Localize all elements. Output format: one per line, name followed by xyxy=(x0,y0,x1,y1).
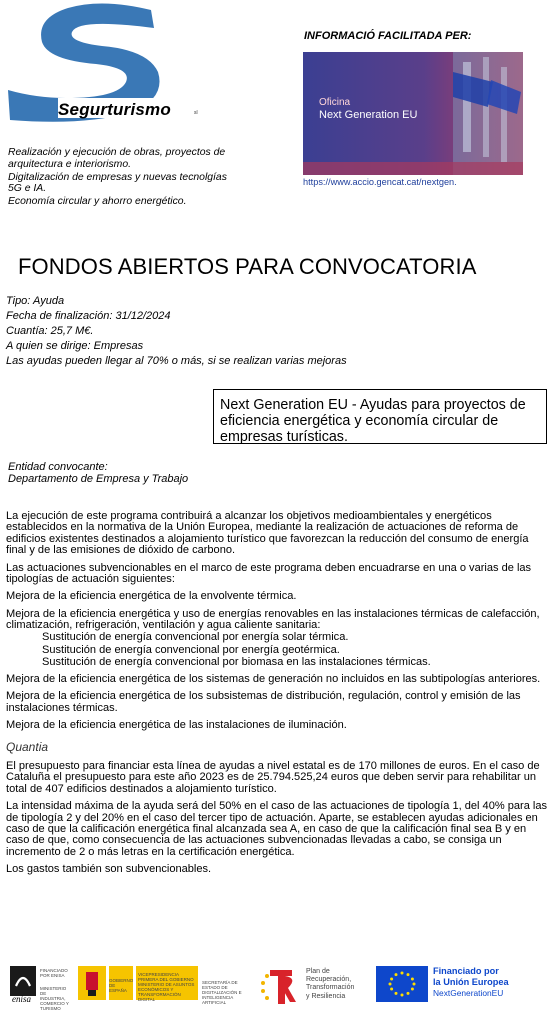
enisa-funded-label: FINANCIADO POR ENISA xyxy=(40,968,68,978)
vicepresidencia-label: VICEPRESIDENCIA PRIMERA DEL GOBIERNO MINISTERIO DE ASUNTOS ECONÓMICOS Y TRANSFORMACIÓN DIGITAL xyxy=(138,972,195,1002)
entity-label: Entidad convocante: xyxy=(8,461,108,473)
eu-label: Financiado por la Unión Europea NextGenerationEU xyxy=(433,966,509,998)
program-body xyxy=(6,511,550,882)
sub-item: Sustitución de energía convencional por energía solar térmica. xyxy=(42,630,349,643)
ministerio-industria-label: MINISTERIO DE INDUSTRIA, COMERCIO Y TURISMO xyxy=(40,986,69,1011)
ngeu-program-label: Next Generation EU xyxy=(319,109,418,121)
page-title: FONDOS ABIERTOS PARA CONVOCATORIA xyxy=(18,254,477,279)
meta-end-date: Fecha de finalización: 31/12/2024 xyxy=(6,310,171,322)
body-paragraph: El presupuesto para financiar esta línea de ayudas a nivel estatal es de 170 millones de euros. En el caso de Cataluña el presupuesto para este año 2023 es de 25.794.525,24 euros que deben servir para rehabilitar un total de 407 edificios destinados a alojamiento turístico. xyxy=(6,759,540,795)
brand-suffix: sl xyxy=(194,110,198,116)
ngeu-office-label: Oficina xyxy=(319,97,351,108)
grant-meta xyxy=(6,294,347,369)
body-paragraph: La intensidad máxima de la ayuda será del 50% en el caso de las actuaciones de tipología 1, del 40% para las de tipología 2 y del 20% en el caso del tercer tipo de actuación. Aparte, se establecen ayudas adicionales en caso de que la calificación energética final alcanzada sea A, en caso de que la calificación final sea B y en caso de que, como consecuencia de las actuaciones subvencionadas llevadas a cabo, se consiga un incremento de 2 o más letras en la certificación energética. xyxy=(6,800,548,858)
quantia-heading: Quantia xyxy=(6,739,49,754)
eu-flag-icon xyxy=(376,966,428,1002)
sub-item: Sustitución de energía convencional por biomasa en las instalaciones térmicas. xyxy=(42,656,431,669)
eu-funded-logo xyxy=(376,966,546,1010)
enisa-logo xyxy=(10,966,70,1016)
typology-item: Mejora de la eficiencia energética y uso de energías renovables en las instalaciones térmicas de calefacción, climatización, refrigeración, ventilación y agua caliente sanitaria: xyxy=(6,607,540,632)
typology-item: Mejora de la eficiencia energética de los sistemas de generación no incluidos en las subtipologías anteriores. xyxy=(6,672,541,685)
enisa-wordmark: enisa xyxy=(12,994,31,1004)
gobierno-label: GOBIERNO DE ESPAÑA xyxy=(109,978,134,993)
typology-item: Mejora de la eficiencia energética de los subsistemas de distribución, regulación, control y emisión de las instalaciones térmicas. xyxy=(6,690,521,714)
service-item: Digitalización de empresas y nuevas tecnolgías 5G e IA. xyxy=(8,171,227,194)
plan-recuperacion-logo xyxy=(258,966,368,1010)
funding-logos xyxy=(0,960,550,1020)
secretaria-label: SECRETARÍA DE ESTADO DE DIGITALIZACIÓN E INTELIGENCIA ARTIFICIAL xyxy=(202,980,242,1005)
sub-item: Sustitución de energía convencional por energía geotérmica. xyxy=(42,643,340,656)
meta-audience: A quien se dirige: Empresas xyxy=(6,340,144,352)
body-paragraph: La ejecución de este programa contribuirá a alcanzar los objetivos medioambientales y energéticos establecidos en la normativa de la Unión Europea, mediante la realización de actuaciones de reforma de edificios existentes destinados a alojamiento turístico que favorezcan la reducción del consumo de energía final y de las emisiones de dióxido de carbono. xyxy=(6,510,529,557)
meta-type: Tipo: Ayuda xyxy=(6,295,65,307)
info-heading: INFORMACIÓ FACILITADA PER: xyxy=(304,30,472,42)
program-title-box: Next Generation EU - Ayudas para proyectos de eficiencia energética y economía circular de empresas turísticas. xyxy=(213,389,547,444)
spain-coat-of-arms-icon xyxy=(78,966,106,1000)
nextgen-link[interactable]: https://www.accio.gencat.cat/nextgen. xyxy=(303,177,457,187)
services-list xyxy=(8,147,238,209)
meta-note: Las ayudas pueden llegar al 70% o más, si se realizan varias mejoras xyxy=(6,355,347,367)
convening-entity xyxy=(8,461,188,485)
body-paragraph: Las actuaciones subvencionables en el marco de este programa deben encuadrarse en una o varias de las tipologías de actuación siguientes: xyxy=(6,561,532,586)
body-paragraph: Los gastos también son subvencionables. xyxy=(6,863,212,876)
next-generation-office-image xyxy=(303,52,523,175)
typology-item: Mejora de la eficiencia energética de la envolvente térmica. xyxy=(6,590,297,603)
brand-name: Segurturismo xyxy=(58,100,171,119)
plan-label: Plan de Recuperación, Transformación y Resiliencia xyxy=(306,968,355,1000)
prtr-icon xyxy=(258,966,300,1006)
gobierno-espana-logo xyxy=(78,966,248,1006)
typology-item: Mejora de la eficiencia energética de las instalaciones de iluminación. xyxy=(6,719,347,732)
entity-value: Departamento de Empresa y Trabajo xyxy=(8,473,189,485)
service-item: Economía circular y ahorro energético. xyxy=(8,196,187,207)
service-item: Realización y ejecución de obras, proyectos de arquitectura e interiorismo. xyxy=(8,147,226,170)
meta-amount: Cuantía: 25,7 M€. xyxy=(6,325,94,337)
